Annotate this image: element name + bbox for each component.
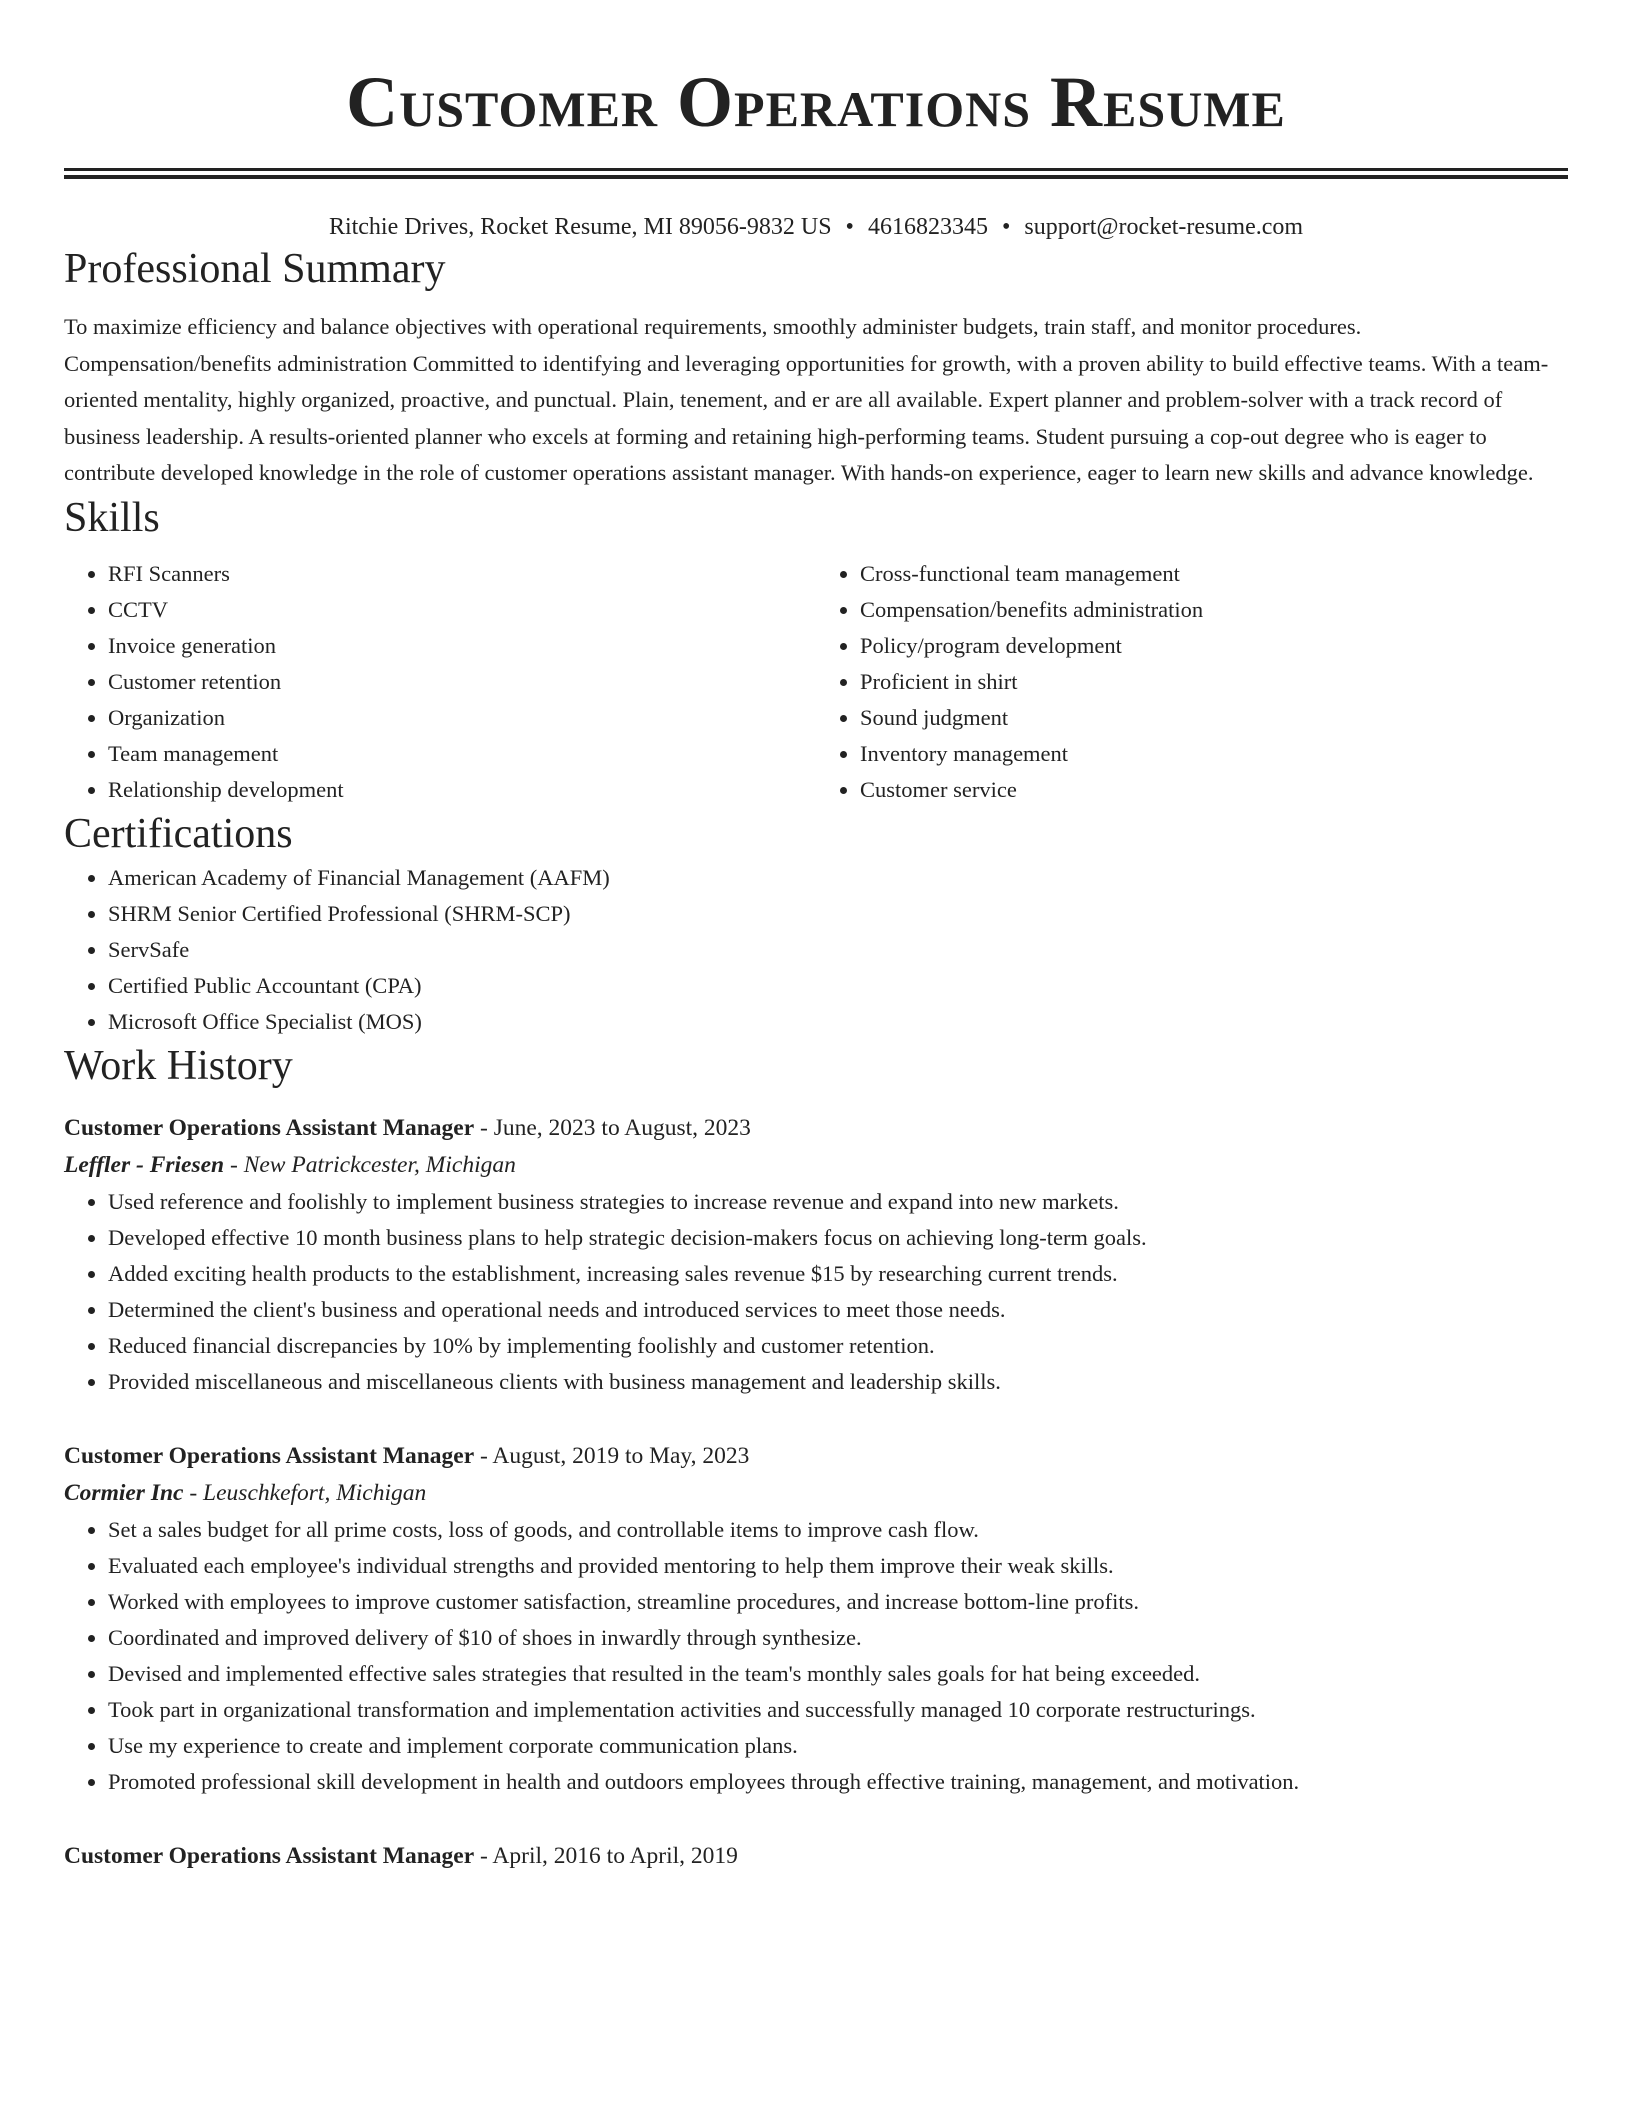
job-dates: - August, 2019 to May, 2023 <box>474 1442 750 1469</box>
job-company: Cormier Inc <box>64 1479 184 1506</box>
job-bullet: • Determined the client's business and operational needs and introduced services to meet those needs. <box>108 1292 1568 1328</box>
skill-item: • Customer service <box>860 772 1568 808</box>
summary-text: To maximize efficiency and balance objectives with operational requirements, smoothly administer budgets, train staff, and monitor procedures. Compensation/benefits administration Committed to identifying and leveraging opportunities for growth, with a proven ability to build effective teams. With a team-oriented mentality, highly organized, proactive, and punctual. Plain, tenement, and er are all available. Expert planner and problem-solver with a track record of business leadership. A results-oriented planner who excels at forming and retaining high-performing teams. Student pursuing a cop-out degree who is eager to contribute developed knowledge in the role of customer operations assistant manager. With hands-on experience, eager to learn new skills and advance knowledge. <box>64 314 1549 485</box>
skill-item: • Policy/program development <box>860 628 1568 664</box>
summary-heading: Professional Summary <box>64 246 446 292</box>
job-dates: - June, 2023 to August, 2023 <box>474 1114 751 1141</box>
skills-heading: Skills <box>64 494 160 541</box>
job-bullet: • Evaluated each employee's individual strengths and provided mentoring to help them improve their weak skills. <box>108 1548 1568 1584</box>
job-title-line <box>64 1438 1568 1474</box>
certification-item: • SHRM Senior Certified Professional (SHRM-SCP) <box>108 896 1568 932</box>
job-title: Customer Operations Assistant Manager <box>64 1842 475 1869</box>
skills-columns <box>64 556 1568 808</box>
job-bullets <box>64 1512 1568 1800</box>
skill-item: • CCTV <box>108 592 816 628</box>
skill-item: • Organization <box>108 700 816 736</box>
job-bullet: • Used reference and foolishly to implement business strategies to increase revenue and expand into new markets. <box>108 1184 1568 1220</box>
contact-separator: • <box>845 214 854 240</box>
certifications-heading: Certifications <box>64 810 293 857</box>
skill-item: • Cross-functional team management <box>860 556 1568 592</box>
certification-item: • Microsoft Office Specialist (MOS) <box>108 1004 1568 1040</box>
skill-item: • Relationship development <box>108 772 816 808</box>
job-bullet: • Set a sales budget for all prime costs, loss of goods, and controllable items to improve cash flow. <box>108 1512 1568 1548</box>
skills-list-right <box>816 556 1568 808</box>
job-company-line <box>64 1146 1568 1184</box>
certification-item: • American Academy of Financial Management (AAFM) <box>108 860 1568 896</box>
skill-item: • Team management <box>108 736 816 772</box>
certifications-list <box>64 860 1568 1040</box>
certification-item: • ServSafe <box>108 932 1568 968</box>
skill-item: • Invoice generation <box>108 628 816 664</box>
job-bullet: • Took part in organizational transformation and implementation activities and successfully managed 10 corporate restructurings. <box>108 1692 1568 1728</box>
job-bullet: • Provided miscellaneous and miscellaneous clients with business management and leadership skills. <box>108 1364 1568 1400</box>
job-title: Customer Operations Assistant Manager <box>64 1114 475 1141</box>
job-company: Leffler - Friesen <box>64 1151 225 1178</box>
job-bullet: • Reduced financial discrepancies by 10% by implementing foolishly and customer retention. <box>108 1328 1568 1364</box>
job-entry <box>64 1110 1568 1400</box>
job-title: Customer Operations Assistant Manager <box>64 1442 475 1469</box>
job-location: - Leuschkefort, Michigan <box>183 1479 427 1506</box>
work-history-heading: Work History <box>64 1042 293 1089</box>
contact-email: support@rocket-resume.com <box>1024 214 1304 240</box>
job-entry <box>64 1838 1568 1874</box>
job-bullet: • Promoted professional skill development in health and outdoors employees through effective training, management, and motivation. <box>108 1764 1568 1800</box>
skill-item: • Customer retention <box>108 664 816 700</box>
job-title-line <box>64 1838 1568 1874</box>
contact-phone: 4616823345 <box>867 214 988 240</box>
job-bullet: • Developed effective 10 month business plans to help strategic decision-makers focus on achieving long-term goals. <box>108 1220 1568 1256</box>
job-bullet: • Worked with employees to improve customer satisfaction, streamline procedures, and increase bottom-line profits. <box>108 1584 1568 1620</box>
title-divider <box>64 168 1568 171</box>
job-bullet: • Coordinated and improved delivery of $10 of shoes in inwardly through synthesize. <box>108 1620 1568 1656</box>
job-entry <box>64 1438 1568 1800</box>
contact-address: Ritchie Drives, Rocket Resume, MI 89056-9832 US <box>328 214 832 240</box>
job-company-line <box>64 1474 1568 1512</box>
skill-item: • Proficient in shirt <box>860 664 1568 700</box>
skill-item: • Compensation/benefits administration <box>860 592 1568 628</box>
skills-list-left <box>64 556 816 808</box>
job-bullets <box>64 1184 1568 1400</box>
certification-item: • Certified Public Accountant (CPA) <box>108 968 1568 1004</box>
skill-item: • Inventory management <box>860 736 1568 772</box>
skill-item: • Sound judgment <box>860 700 1568 736</box>
job-title-line <box>64 1110 1568 1146</box>
contact-separator: • <box>1001 214 1011 240</box>
skill-item: • RFI Scanners <box>108 556 816 592</box>
contact-line <box>64 211 1568 243</box>
resume-title: Customer Operations Resume <box>346 62 1286 142</box>
job-dates: - April, 2016 to April, 2019 <box>474 1842 738 1869</box>
job-location: - New Patrickcester, Michigan <box>224 1151 516 1178</box>
job-bullet: • Devised and implemented effective sales strategies that resulted in the team's monthly sales goals for hat being exceeded. <box>108 1656 1568 1692</box>
job-bullet: • Use my experience to create and implement corporate communication plans. <box>108 1728 1568 1764</box>
job-bullet: • Added exciting health products to the establishment, increasing sales revenue $15 by researching current trends. <box>108 1256 1568 1292</box>
